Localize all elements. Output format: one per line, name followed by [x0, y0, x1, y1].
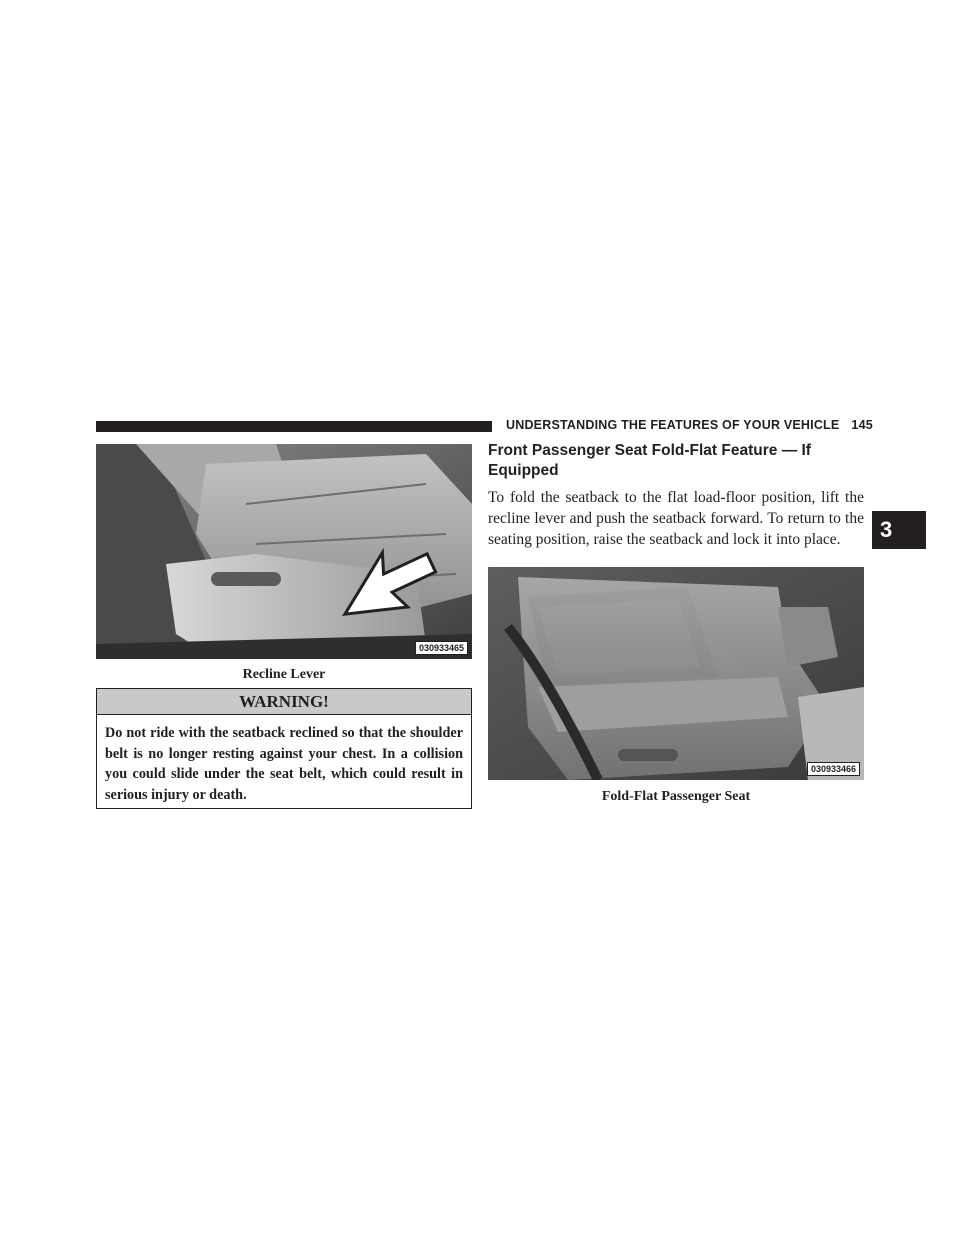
fold-flat-seat-illustration	[488, 567, 864, 780]
section-heading: Front Passenger Seat Fold-Flat Feature — If Equipped	[488, 442, 811, 479]
header-rule	[96, 421, 492, 432]
warning-title: WARNING!	[97, 689, 471, 715]
warning-text: Do not ride with the seatback reclined so that the shoulder belt is no longer resting against your chest. In a collision you could slide under the seat belt, which could result in serious injury or death.	[105, 725, 463, 803]
chapter-tab: 3	[872, 511, 926, 549]
figure-caption: Recline Lever	[242, 667, 326, 682]
figure-code: 030933466	[807, 762, 860, 776]
header-title: UNDERSTANDING THE FEATURES OF YOUR VEHICLE	[506, 418, 840, 432]
figure-caption: Fold-Flat Passenger Seat	[601, 789, 751, 804]
section-body: To fold the seatback to the flat load-floor position, lift the recline lever and push the seatback forward. To return to the seating position, raise the seatback and lock it into place.	[488, 489, 864, 548]
recline-lever-illustration	[96, 444, 472, 659]
figure-code: 030933465	[415, 641, 468, 655]
page-number: 145	[851, 418, 873, 432]
fold-flat-seat-photo	[488, 567, 864, 780]
running-header	[506, 418, 873, 432]
recline-lever-photo	[96, 444, 472, 659]
warning-box	[96, 688, 472, 809]
